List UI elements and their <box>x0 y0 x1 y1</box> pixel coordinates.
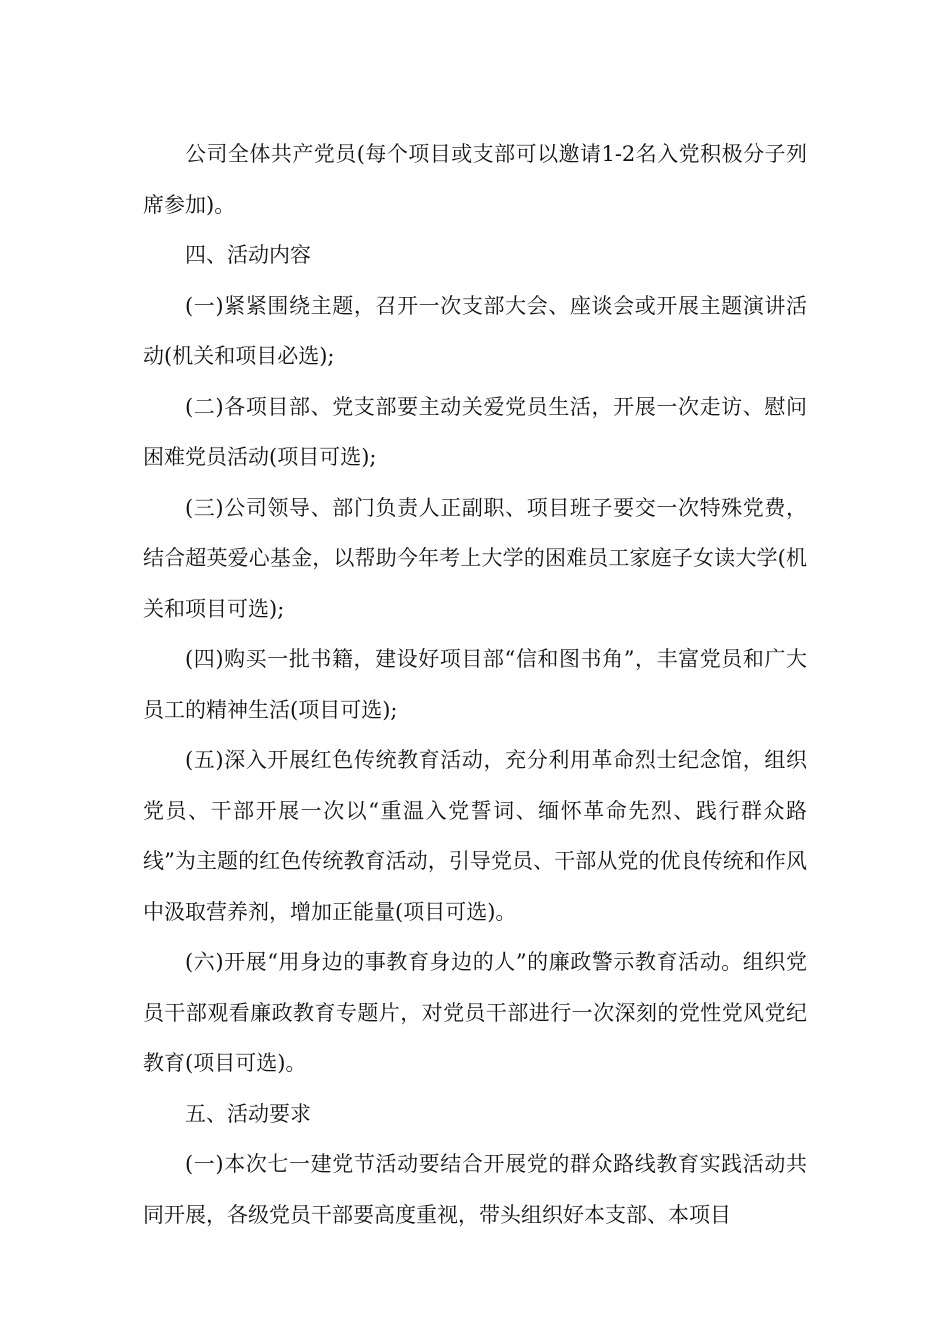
paragraph-item-4: (四)购买一批书籍，建设好项目部“信和图书角”，丰富党员和广大员工的精神生活(项目可选); <box>143 647 807 722</box>
paragraph-item-6: (六)开展“用身边的事教育身边的人”的廉政警示教育活动。组织党员干部观看廉政教育专题片，对党员干部进行一次深刻的党性党风党纪教育(项目可选)。 <box>143 950 807 1075</box>
paragraph-item-3: (三)公司领导、部门负责人正副职、项目班子要交一次特殊党费，结合超英爱心基金，以帮助今年考上大学的困难员工家庭子女读大学(机关和项目可选); <box>143 495 807 621</box>
heading-activity-requirements: 五、活动要求 <box>185 1101 311 1126</box>
document-body <box>143 129 807 1240</box>
paragraph-item-1: (一)紧紧围绕主题，召开一次支部大会、座谈会或开展主题演讲活动(机关和项目必选); <box>143 293 807 368</box>
paragraph-participants: 公司全体共产党员(每个项目或支部可以邀请1-2名入党积极分子列席参加)。 <box>143 142 807 217</box>
paragraph-item-2: (二)各项目部、党支部要主动关爱党员生活，开展一次走访、慰问困难党员活动(项目可选); <box>143 394 807 469</box>
paragraph-item-5: (五)深入开展红色传统教育活动，充分利用革命烈士纪念馆，组织党员、干部开展一次以“重温入党誓词、缅怀革命先烈、践行群众路线”为主题的红色传统教育活动，引导党员、干部从党的优良传统和作风中汲取营养剂，增加正能量(项目可选)。 <box>143 748 807 924</box>
paragraph-requirement-1: (一)本次七一建党节活动要结合开展党的群众路线教育实践活动共同开展，各级党员干部要高度重视，带头组织好本支部、本项目 <box>143 1152 807 1227</box>
heading-activity-content: 四、活动内容 <box>185 243 311 267</box>
